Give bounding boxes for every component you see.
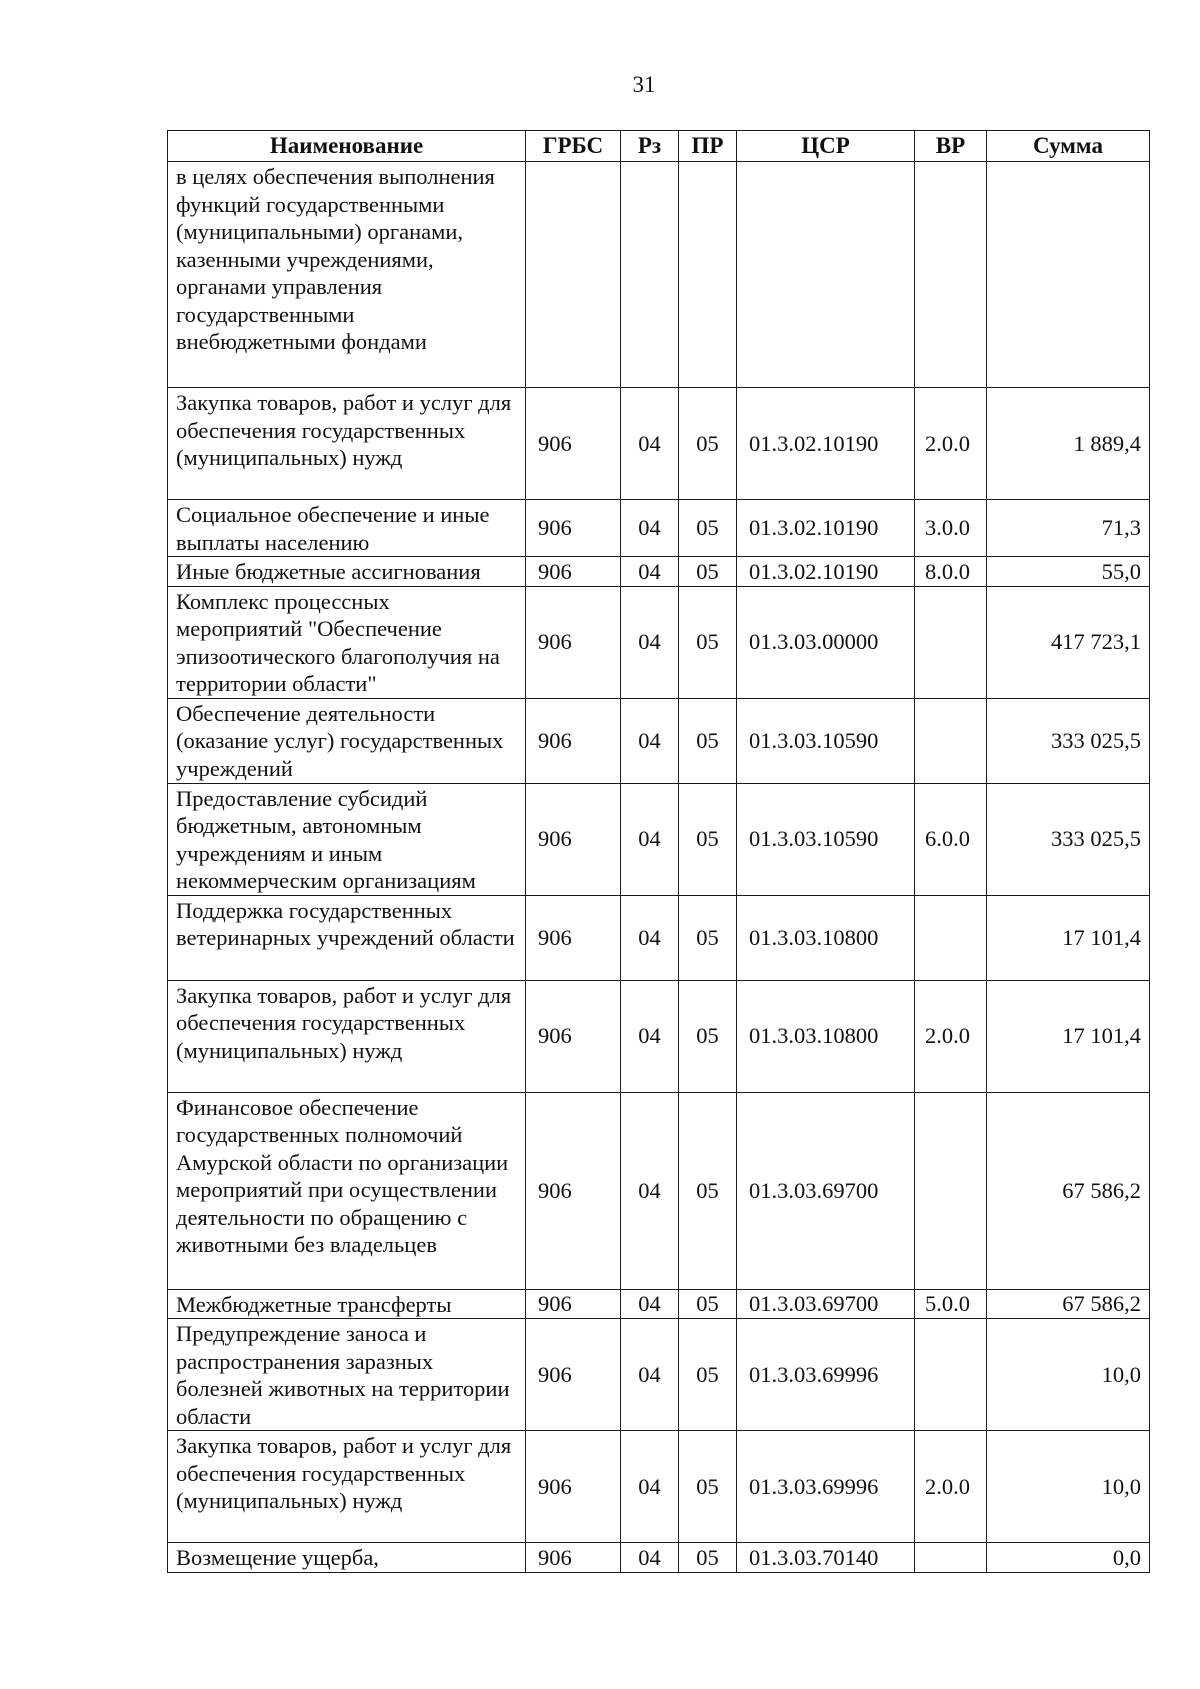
- table-row: [168, 500, 1150, 557]
- cell-vr: 2.0.0: [915, 388, 987, 500]
- cell-csr: 01.3.03.10800: [737, 980, 915, 1092]
- cell-name: Социальное обеспечение и иные выплаты населению: [168, 500, 526, 557]
- table-row: [168, 1431, 1150, 1543]
- cell-sum: 0,0: [987, 1543, 1150, 1573]
- cell-csr: 01.3.03.69700: [737, 1092, 915, 1289]
- cell-sum: 333 025,5: [987, 783, 1150, 895]
- cell-rz: 04: [621, 388, 679, 500]
- cell-csr: 01.3.03.69996: [737, 1431, 915, 1543]
- cell-vr: 3.0.0: [915, 500, 987, 557]
- cell-rz: 04: [621, 1092, 679, 1289]
- cell-pr: 05: [679, 557, 737, 587]
- cell-rz: 04: [621, 783, 679, 895]
- page-number: 31: [632, 72, 656, 97]
- table-row: [168, 698, 1150, 783]
- table-row: [168, 586, 1150, 698]
- cell-csr: 01.3.03.70140: [737, 1543, 915, 1573]
- cell-grbs: 906: [526, 500, 621, 557]
- cell-grbs: 906: [526, 1289, 621, 1319]
- cell-sum: 1 889,4: [987, 388, 1150, 500]
- cell-pr: 05: [679, 1092, 737, 1289]
- cell-vr: [915, 1543, 987, 1573]
- table-row: [168, 557, 1150, 587]
- cell-name: Предупреждение заноса и распространения заразных болезней животных на территории области: [168, 1319, 526, 1431]
- cell-grbs: 906: [526, 557, 621, 587]
- cell-sum: 333 025,5: [987, 698, 1150, 783]
- cell-vr: 8.0.0: [915, 557, 987, 587]
- cell-csr: 01.3.02.10190: [737, 388, 915, 500]
- cell-pr: 05: [679, 783, 737, 895]
- table-row: [168, 388, 1150, 500]
- cell-sum: 10,0: [987, 1431, 1150, 1543]
- cell-name: Иные бюджетные ассигнования: [168, 557, 526, 587]
- cell-vr: [915, 1319, 987, 1431]
- cell-csr: 01.3.03.69996: [737, 1319, 915, 1431]
- cell-rz: 04: [621, 586, 679, 698]
- cell-csr: 01.3.03.00000: [737, 586, 915, 698]
- cell-name: Обеспечение деятельности (оказание услуг) государственных учреждений: [168, 698, 526, 783]
- cell-pr: 05: [679, 388, 737, 500]
- header-rz: Рз: [621, 131, 679, 162]
- cell-vr: 2.0.0: [915, 1431, 987, 1543]
- cell-pr: 05: [679, 1319, 737, 1431]
- cell-name: Финансовое обеспечение государственных полномочий Амурской области по организации мероприятий при осуществлении деятельности по обращению с животными без владельцев: [168, 1092, 526, 1289]
- cell-rz: 04: [621, 557, 679, 587]
- cell-vr: [915, 162, 987, 388]
- cell-grbs: 906: [526, 1543, 621, 1573]
- cell-rz: 04: [621, 980, 679, 1092]
- cell-rz: 04: [621, 1543, 679, 1573]
- cell-sum: 67 586,2: [987, 1092, 1150, 1289]
- cell-grbs: 906: [526, 1319, 621, 1431]
- cell-vr: [915, 698, 987, 783]
- cell-csr: 01.3.03.69700: [737, 1289, 915, 1319]
- cell-grbs: 906: [526, 895, 621, 980]
- cell-sum: 71,3: [987, 500, 1150, 557]
- header-grbs: ГРБС: [526, 131, 621, 162]
- cell-grbs: 906: [526, 783, 621, 895]
- cell-pr: 05: [679, 586, 737, 698]
- cell-name: Возмещение ущерба,: [168, 1543, 526, 1573]
- cell-pr: 05: [679, 698, 737, 783]
- cell-name: в целях обеспечения выполнения функций государственными (муниципальными) органами, казенными учреждениями, органами управления государственными внебюджетными фондами: [168, 162, 526, 388]
- cell-grbs: 906: [526, 1092, 621, 1289]
- table-row: [168, 162, 1150, 388]
- cell-grbs: [526, 162, 621, 388]
- cell-sum: 67 586,2: [987, 1289, 1150, 1319]
- cell-vr: [915, 895, 987, 980]
- cell-grbs: 906: [526, 1431, 621, 1543]
- table-row: [168, 783, 1150, 895]
- cell-sum: 55,0: [987, 557, 1150, 587]
- cell-csr: 01.3.03.10590: [737, 783, 915, 895]
- header-name: Наименование: [168, 131, 526, 162]
- cell-sum: 17 101,4: [987, 895, 1150, 980]
- cell-sum: 17 101,4: [987, 980, 1150, 1092]
- cell-pr: [679, 162, 737, 388]
- cell-csr: 01.3.02.10190: [737, 557, 915, 587]
- cell-vr: 6.0.0: [915, 783, 987, 895]
- cell-name: Закупка товаров, работ и услуг для обеспечения государственных (муниципальных) нужд: [168, 980, 526, 1092]
- table-row: [168, 1543, 1150, 1573]
- cell-rz: 04: [621, 500, 679, 557]
- cell-vr: 2.0.0: [915, 980, 987, 1092]
- header-sum: Сумма: [987, 131, 1150, 162]
- cell-sum: 417 723,1: [987, 586, 1150, 698]
- cell-vr: 5.0.0: [915, 1289, 987, 1319]
- cell-sum: [987, 162, 1150, 388]
- cell-csr: 01.3.02.10190: [737, 500, 915, 557]
- cell-pr: 05: [679, 895, 737, 980]
- cell-rz: 04: [621, 1319, 679, 1431]
- cell-pr: 05: [679, 1543, 737, 1573]
- cell-csr: 01.3.03.10590: [737, 698, 915, 783]
- cell-grbs: 906: [526, 388, 621, 500]
- table-row: [168, 895, 1150, 980]
- table-row: [168, 980, 1150, 1092]
- cell-name: Межбюджетные трансферты: [168, 1289, 526, 1319]
- cell-pr: 05: [679, 980, 737, 1092]
- table-row: [168, 1092, 1150, 1289]
- cell-grbs: 906: [526, 586, 621, 698]
- cell-vr: [915, 1092, 987, 1289]
- cell-name: Поддержка государственных ветеринарных учреждений области: [168, 895, 526, 980]
- cell-sum: 10,0: [987, 1319, 1150, 1431]
- budget-table: [167, 130, 1150, 1573]
- cell-rz: 04: [621, 1289, 679, 1319]
- table-row: [168, 1289, 1150, 1319]
- cell-rz: 04: [621, 698, 679, 783]
- cell-pr: 05: [679, 500, 737, 557]
- header-vr: ВР: [915, 131, 987, 162]
- cell-name: Закупка товаров, работ и услуг для обеспечения государственных (муниципальных) нужд: [168, 1431, 526, 1543]
- cell-pr: 05: [679, 1431, 737, 1543]
- cell-grbs: 906: [526, 698, 621, 783]
- cell-name: Комплекс процессных мероприятий "Обеспечение эпизоотического благополучия на территории области": [168, 586, 526, 698]
- cell-pr: 05: [679, 1289, 737, 1319]
- cell-csr: [737, 162, 915, 388]
- cell-rz: 04: [621, 895, 679, 980]
- table-row: [168, 1319, 1150, 1431]
- table-header-row: [168, 131, 1150, 162]
- cell-grbs: 906: [526, 980, 621, 1092]
- cell-name: Закупка товаров, работ и услуг для обеспечения государственных (муниципальных) нужд: [168, 388, 526, 500]
- cell-vr: [915, 586, 987, 698]
- header-pr: ПР: [679, 131, 737, 162]
- header-csr: ЦСР: [737, 131, 915, 162]
- cell-name: Предоставление субсидий бюджетным, автономным учреждениям и иным некоммерческим организациям: [168, 783, 526, 895]
- cell-csr: 01.3.03.10800: [737, 895, 915, 980]
- cell-rz: [621, 162, 679, 388]
- cell-rz: 04: [621, 1431, 679, 1543]
